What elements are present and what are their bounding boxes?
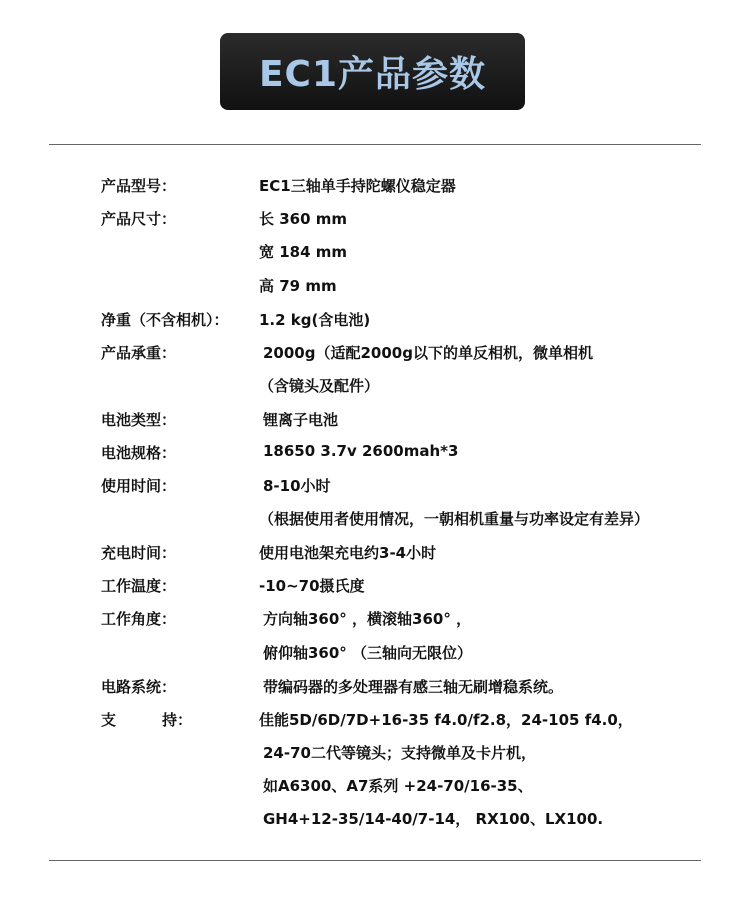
spec-value-size-height: 高 79 mm [259,277,337,295]
spec-value-battery-spec: 18650 3.7v 2600mah*3 [263,442,459,460]
spec-label-temperature: 工作温度： [101,577,177,595]
spec-label-charge-time: 充电时间： [101,544,177,562]
title-banner [220,33,525,110]
spec-value-battery-type: 锂离子电池 [263,411,339,429]
spec-label-weight: 净重（不含相机）： [101,311,229,329]
spec-label-battery-type: 电池类型： [101,411,177,429]
spec-value-angle-line2: 俯仰轴360° （三轴向无限位） [263,644,473,662]
spec-label-support-left: 支 [101,711,117,729]
spec-label-usage-time: 使用时间： [101,477,177,495]
spec-value-size-length: 长 360 mm [259,210,348,228]
bottom-divider [49,860,701,861]
spec-value-support-line3: 如A6300、A7系列 +24-70/16-35、 [263,777,533,795]
spec-value-usage-time: 8-10小时 [263,477,331,495]
spec-value-payload-line2: （含镜头及配件） [259,377,380,395]
spec-label-battery-spec: 电池规格： [101,444,177,462]
spec-value-support-line1: 佳能5D/6D/7D+16-35 f4.0/f2.8，24-105 f4.0， [259,711,633,729]
top-divider [49,144,701,145]
spec-label-size: 产品尺寸： [101,210,177,228]
spec-label-circuit: 电路系统： [101,678,177,696]
spec-label-model: 产品型号： [101,177,177,195]
spec-label-support-right: 持： [162,711,193,729]
spec-value-temperature: -10~70摄氏度 [259,577,365,595]
spec-value-support-line2: 24-70二代等镜头；支持微单及卡片机， [263,744,536,762]
spec-value-size-width: 宽 184 mm [259,243,348,261]
spec-value-usage-note: （根据使用者使用情况，一朝相机重量与功率设定有差异） [259,510,650,528]
spec-value-payload-line1: 2000g（适配2000g以下的单反相机，微单相机 [263,344,593,362]
spec-value-support-line4: GH4+12-35/14-40/7-14， RX100、LX100. [263,810,604,828]
spec-label-payload: 产品承重： [101,344,177,362]
spec-value-model: EC1三轴单手持陀螺仪稳定器 [259,177,456,195]
spec-label-angle: 工作角度： [101,610,177,628]
spec-label-support [101,709,192,730]
page-title: EC1产品参数 [258,54,487,95]
spec-value-angle-line1: 方向轴360° ，横滚轴360° ， [263,610,472,628]
spec-value-charge-time: 使用电池架充电约3-4小时 [259,544,437,562]
spec-value-weight: 1.2 kg(含电池) [259,311,371,329]
spec-value-circuit: 带编码器的多处理器有感三轴无刷增稳系统。 [263,678,564,696]
